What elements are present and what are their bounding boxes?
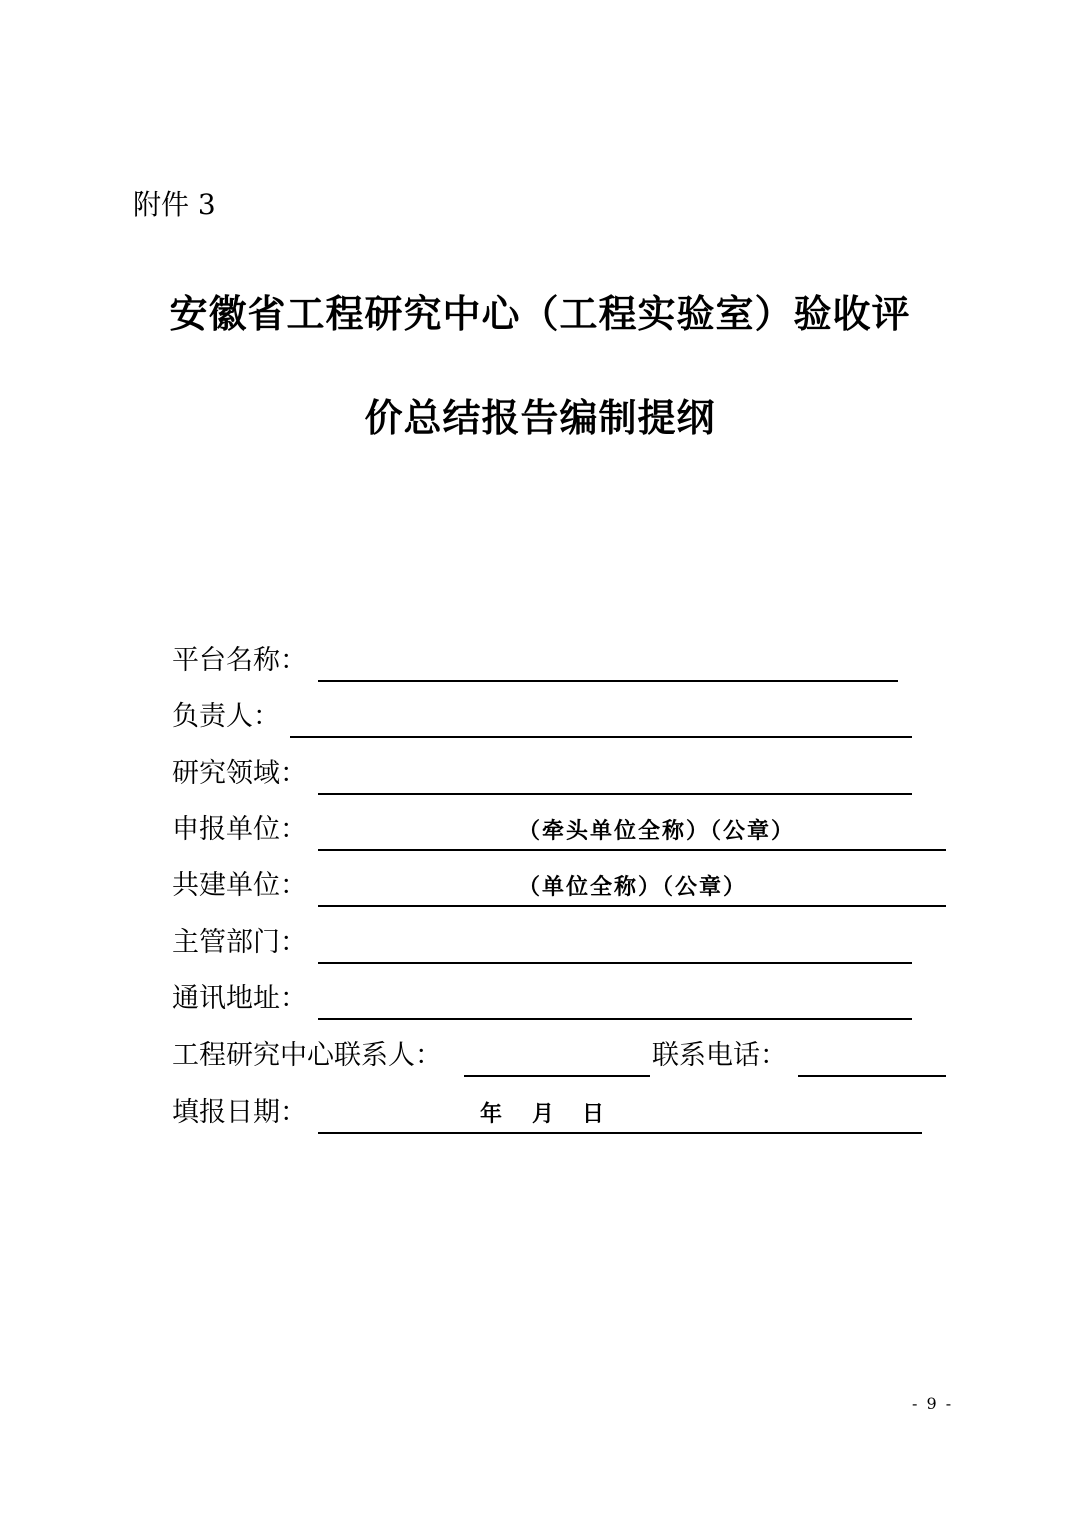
- page-number: - 9 -: [912, 1394, 954, 1413]
- research-field-label: 研究领域：: [172, 758, 307, 789]
- authority-label: 主管部门：: [172, 927, 307, 958]
- date-month: 月: [532, 1101, 555, 1127]
- platform-name-field[interactable]: [318, 680, 898, 682]
- document-title-line-2: 价总结报告编制提纲: [364, 396, 716, 440]
- contact-row: [172, 1037, 948, 1077]
- contact-label: 工程研究中心联系人：: [172, 1040, 442, 1071]
- leader-row: [172, 698, 917, 738]
- phone-label: 联系电话：: [652, 1040, 787, 1071]
- date-label: 填报日期：: [172, 1097, 307, 1128]
- applicant-unit-hint: （牵头单位全称）（公章）: [518, 818, 796, 844]
- date-year: 年: [480, 1101, 503, 1127]
- address-row: [172, 980, 917, 1020]
- applicant-unit-field[interactable]: [318, 849, 946, 851]
- co-builder-field[interactable]: [318, 905, 946, 907]
- research-field-field[interactable]: [318, 793, 912, 795]
- authority-row: [172, 924, 917, 964]
- contact-field[interactable]: [464, 1075, 650, 1077]
- document-title-line-1: 安徽省工程研究中心（工程实验室）验收评: [169, 292, 911, 336]
- date-day: 日: [582, 1101, 605, 1127]
- applicant-unit-row: [172, 811, 948, 851]
- attachment-label: 附件 3: [133, 188, 216, 221]
- co-builder-row: [172, 867, 948, 907]
- research-field-row: [172, 755, 917, 795]
- platform-name-label: 平台名称：: [172, 645, 307, 676]
- address-field[interactable]: [318, 1018, 912, 1020]
- date-field[interactable]: [318, 1132, 922, 1134]
- leader-label: 负责人：: [172, 701, 280, 732]
- co-builder-hint: （单位全称）（公章）: [518, 874, 748, 900]
- phone-field[interactable]: [798, 1075, 946, 1077]
- authority-field[interactable]: [318, 962, 912, 964]
- applicant-unit-label: 申报单位：: [172, 814, 307, 845]
- co-builder-label: 共建单位：: [172, 870, 307, 901]
- date-row: [172, 1094, 924, 1134]
- leader-field[interactable]: [290, 736, 912, 738]
- platform-name-row: [172, 642, 902, 682]
- address-label: 通讯地址：: [172, 983, 307, 1014]
